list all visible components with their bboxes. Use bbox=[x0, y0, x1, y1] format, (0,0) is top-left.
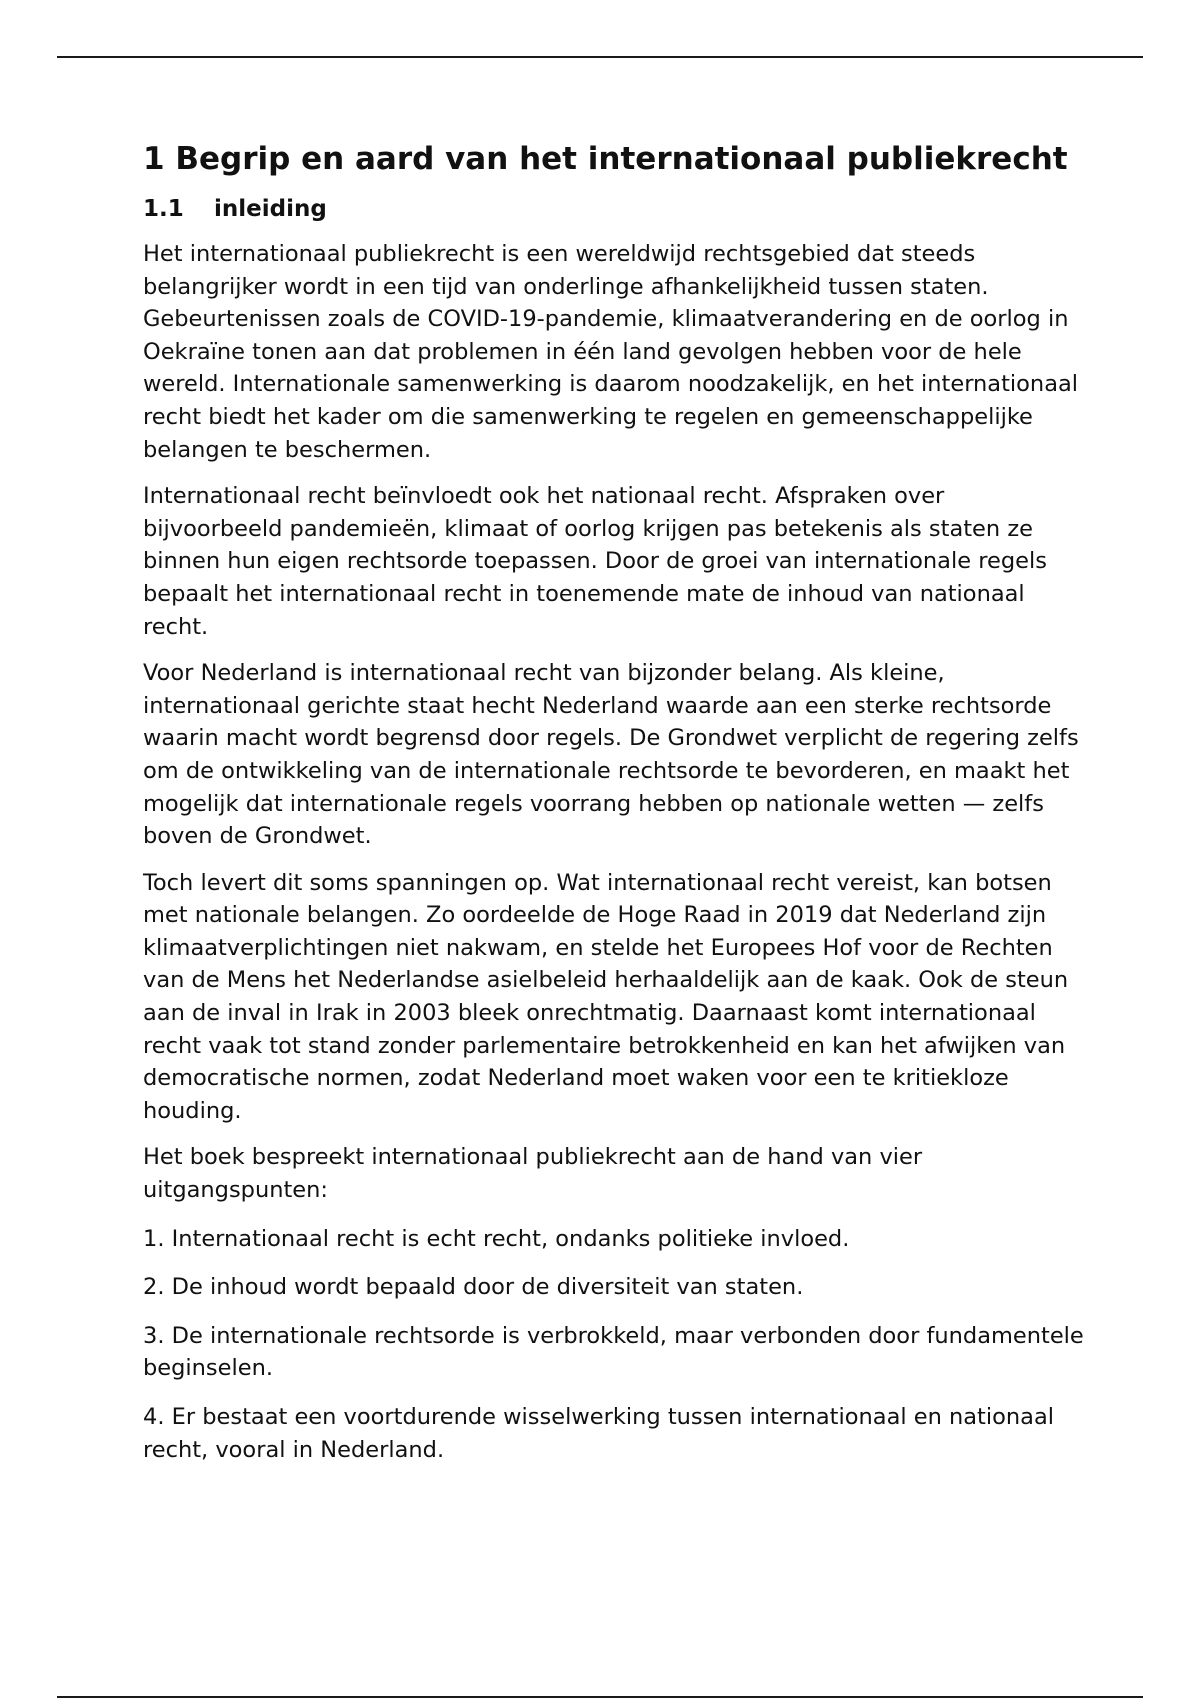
paragraph: Voor Nederland is internationaal recht van bijzonder belang. Als kleine, internationaal gerichte staat hecht Nederland waarde aan een sterke rechtsorde waarin macht wordt begrensd door regels. De Grondwet verplicht de regering zelfs om de ontwikkeling van de internationale rechtsorde te bevorderen, en maakt het mogelijk dat internationale regels voorrang hebben op nationale wetten — zelfs boven de Grondwet. bbox=[143, 660, 1079, 850]
header-rule bbox=[57, 56, 1143, 58]
paragraph: Het internationaal publiekrecht is een wereldwijd rechtsgebied dat steeds belangrijker wordt in een tijd van onderlinge afhankelijkheid tussen staten. Gebeurtenissen zoals de COVID-19-pandemie, klimaatverandering en de oorlog in Oekraïne tonen aan dat problemen in één land gevolgen hebben voor de hele wereld. Internationale samenwerking is daarom noodzakelijk, en het internationaal recht biedt het kader om die samenwerking te regelen en gemeenschappelijke belangen te beschermen. bbox=[143, 241, 1079, 463]
list-item: 4. Er bestaat een voortdurende wisselwerking tussen internationaal en nationaal recht, vooral in Nederland. bbox=[143, 1404, 1054, 1463]
paragraph: Internationaal recht beïnvloedt ook het nationaal recht. Afspraken over bijvoorbeeld pandemieën, klimaat of oorlog krijgen pas betekenis als staten ze binnen hun eigen rechtsorde toepassen. Door de groei van internationale regels bepaalt het internationaal recht in toenemende mate de inhoud van nationaal recht. bbox=[143, 483, 1047, 640]
list-item: 3. De internationale rechtsorde is verbrokkeld, maar verbonden door fundamentele beginselen. bbox=[143, 1322, 1084, 1382]
list-item: 1. Internationaal recht is echt recht, ondanks politieke invloed. bbox=[143, 1225, 850, 1252]
document-body bbox=[143, 138, 1088, 1466]
paragraph: Het boek bespreekt internationaal publiekrecht aan de hand van vier uitgangspunten: bbox=[143, 1144, 923, 1204]
list-item: 2. De inhoud wordt bepaald door de diversiteit van staten. bbox=[143, 1274, 804, 1301]
footer-rule bbox=[57, 1696, 1143, 1698]
section-number: 1.1 bbox=[143, 196, 184, 222]
section-title: inleiding bbox=[214, 196, 327, 222]
chapter-heading: 1 Begrip en aard van het internationaal publiekrecht bbox=[143, 141, 1068, 177]
paragraph: Toch levert dit soms spanningen op. Wat internationaal recht vereist, kan botsen met nationale belangen. Zo oordeelde de Hoge Raad in 2019 dat Nederland zijn klimaatverplichtingen niet nakwam, en stelde het Europees Hof voor de Rechten van de Mens het Nederlandse asielbeleid herhaaldelijk aan de kaak. Ook de steun aan de inval in Irak in 2003 bleek onrechtmatig. Daarnaast komt internationaal recht vaak tot stand zonder parlementaire betrokkenheid en kan het afwijken van democratische normen, zodat Nederland moet waken voor een te kritiekloze houding. bbox=[143, 869, 1069, 1124]
section-heading bbox=[143, 193, 1088, 225]
